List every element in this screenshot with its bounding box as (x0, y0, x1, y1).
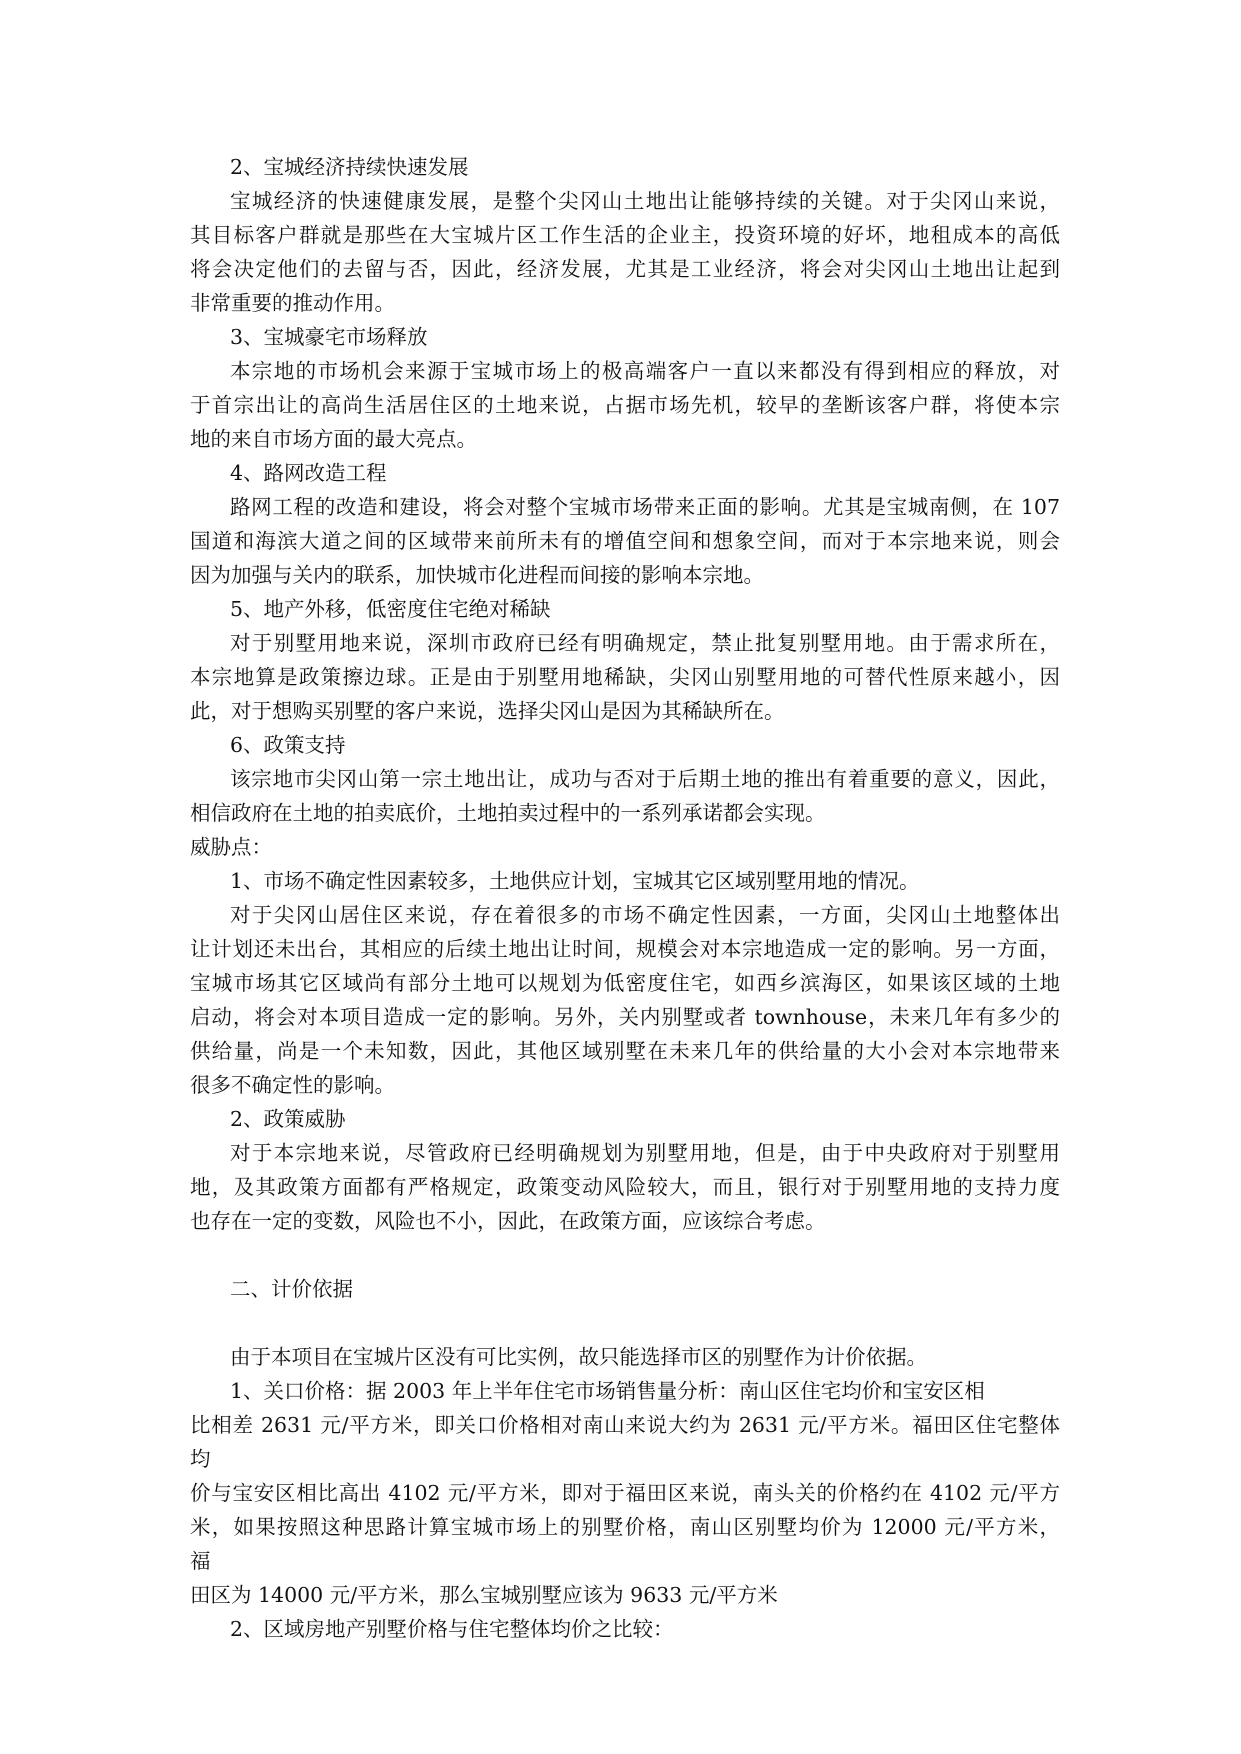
paragraph-line: 比相差 2631 元/平方米，即关口价格相对南山来说大约为 2631 元/平方米。福田区住宅整体 (190, 1413, 1060, 1437)
paragraph-line: 由于本项目在宝城片区没有可比实例，故只能选择市区的别墅作为计价依据。 (230, 1345, 927, 1369)
paragraph-line: 福 (190, 1549, 211, 1573)
paragraph-line: 相信政府在土地的拍卖底价，土地拍卖过程中的一系列承诺都会实现。 (190, 801, 826, 825)
paragraph-line: 宝城经济的快速健康发展，是整个尖冈山土地出让能够持续的关键。对于尖冈山来说， (230, 189, 1060, 213)
paragraph-line: 米，如果按照这种思路计算宝城市场上的别墅价格，南山区别墅均价为 12000 元/平方米， (190, 1515, 1060, 1539)
paragraph-line: 地，及其政策方面都有严格规定，政策变动风险较大，而且，银行对于别墅用地的支持力度 (190, 1175, 1060, 1199)
paragraph-line: 国道和海滨大道之间的区域带来前所未有的增值空间和想象空间，而对于本宗地来说，则会 (190, 529, 1060, 553)
paragraph-line: 本宗地算是政策擦边球。正是由于别墅用地稀缺，尖冈山别墅用地的可替代性原来越小，因 (190, 665, 1060, 689)
paragraph-line: 因为加强与关内的联系，加快城市化进程而间接的影响本宗地。 (190, 563, 764, 587)
paragraph-line: 地的来自市场方面的最大亮点。 (190, 427, 477, 451)
paragraph-line: 均 (190, 1447, 211, 1471)
paragraph-line: 很多不确定性的影响。 (190, 1073, 395, 1097)
paragraph-line: 对于别墅用地来说，深圳市政府已经有明确规定，禁止批复别墅用地。由于需求所在， (230, 631, 1060, 655)
paragraph-line: 于首宗出让的高尚生活居住区的土地来说，占据市场先机，较早的垄断该客户群，将使本宗 (190, 393, 1060, 417)
paragraph-line: 对于本宗地来说，尽管政府已经明确规划为别墅用地，但是，由于中央政府对于别墅用 (230, 1141, 1060, 1165)
paragraph-line: 田区为 14000 元/平方米，那么宝城别墅应该为 9633 元/平方米 (190, 1583, 778, 1607)
heading-luxury-market: 3、宝城豪宅市场释放 (230, 325, 428, 349)
paragraph-line: 价与宝安区相比高出 4102 元/平方米，即对于福田区来说，南头关的价格约在 4102 元/平方 (190, 1481, 1060, 1505)
paragraph-line: 让计划还未出台，其相应的后续土地出让时间，规模会对本宗地造成一定的影响。另一方面， (190, 937, 1060, 961)
heading-threats: 威胁点： (190, 835, 272, 859)
paragraph-line: 将会决定他们的去留与否，因此，经济发展，尤其是工业经济，将会对尖冈山土地出让起到 (190, 257, 1060, 281)
paragraph-line: 供给量，尚是一个未知数，因此，其他区域别墅在未来几年的供给量的大小会对本宗地带来 (190, 1039, 1060, 1063)
paragraph-line: 启动，将会对本项目造成一定的影响。另外，关内别墅或者 townhouse，未来几年有多少的 (190, 1005, 1060, 1029)
heading-market-uncertainty: 1、市场不确定性因素较多，土地供应计划，宝城其它区域别墅用地的情况。 (230, 869, 920, 893)
heading-policy-support: 6、政策支持 (230, 733, 346, 757)
heading-low-density-scarcity: 5、地产外移，低密度住宅绝对稀缺 (230, 597, 551, 621)
heading-pricing-basis: 二、计价依据 (230, 1277, 353, 1301)
paragraph-line: 本宗地的市场机会来源于宝城市场上的极高端客户一直以来都没有得到相应的释放，对 (230, 359, 1060, 383)
paragraph-line: 该宗地市尖冈山第一宗土地出让，成功与否对于后期土地的推出有着重要的意义，因此， (230, 767, 1060, 791)
paragraph-line: 其目标客户群就是那些在大宝城片区工作生活的企业主，投资环境的好坏，地租成本的高低 (190, 223, 1060, 247)
heading-road-network: 4、路网改造工程 (230, 461, 387, 485)
heading-policy-threat: 2、政策威胁 (230, 1107, 346, 1131)
heading-villa-price-comparison: 2、区域房地产别墅价格与住宅整体均价之比较： (230, 1617, 674, 1641)
paragraph-line: 非常重要的推动作用。 (190, 291, 395, 315)
heading-checkpoint-price: 1、关口价格：据 2003 年上半年住宅市场销售量分析：南山区住宅均价和宝安区相 (230, 1379, 985, 1403)
paragraph-line: 也存在一定的变数，风险也不小，因此，在政策方面，应该综合考虑。 (190, 1209, 826, 1233)
paragraph-line: 宝城市场其它区域尚有部分土地可以规划为低密度住宅，如西乡滨海区，如果该区域的土地 (190, 971, 1060, 995)
paragraph-line: 路网工程的改造和建设，将会对整个宝城市场带来正面的影响。尤其是宝城南侧，在 107 (230, 495, 1060, 519)
paragraph-line: 此，对于想购买别墅的客户来说，选择尖冈山是因为其稀缺所在。 (190, 699, 785, 723)
paragraph-line: 对于尖冈山居住区来说，存在着很多的市场不确定性因素，一方面，尖冈山土地整体出 (230, 903, 1060, 927)
heading-economy-growth: 2、宝城经济持续快速发展 (230, 155, 469, 179)
